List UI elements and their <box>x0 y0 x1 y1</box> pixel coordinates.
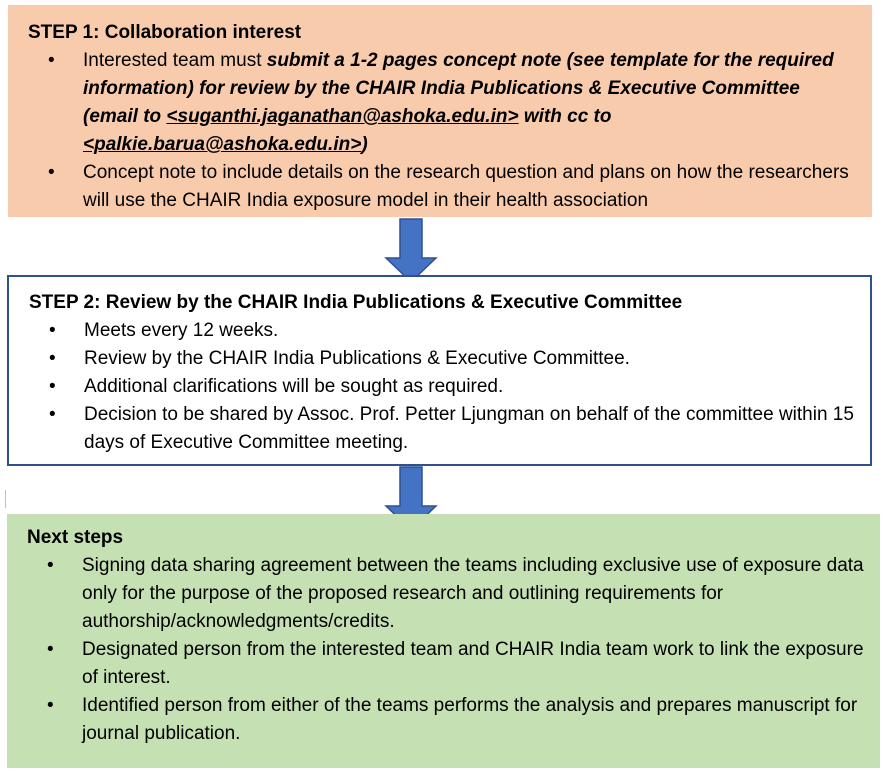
step1-box <box>8 5 872 217</box>
list-item <box>28 159 860 215</box>
email-link-palkie[interactable]: <palkie.barua@ashoka.edu.in> <box>83 134 362 155</box>
list-item <box>27 692 868 748</box>
next-steps-title: Next steps <box>27 527 124 548</box>
step2-item: Review by the CHAIR India Publications & Executive Committee. <box>84 348 630 369</box>
step1-bullet1-plain: Interested team must <box>83 50 267 71</box>
list-item <box>29 345 858 373</box>
bullet-dot: • <box>47 639 54 660</box>
step1-title: STEP 1: Collaboration interest <box>28 22 302 43</box>
bullet-dot: • <box>47 695 54 716</box>
list-item <box>28 47 860 159</box>
step2-item: Meets every 12 weeks. <box>84 320 279 341</box>
list-item <box>29 317 858 345</box>
step1-bullet1-emphasis: submit a 1-2 pages concept note (see template for the required information) for review by the CHAIR India Publications & Executive Committee (email to <box>83 50 834 127</box>
bullet-dot: • <box>47 555 54 576</box>
list-item <box>27 636 868 692</box>
bullet-dot: • <box>49 320 56 341</box>
list-item <box>27 552 868 636</box>
next-steps-item: Identified person from either of the teams performs the analysis and prepares manuscript for journal publication. <box>82 695 858 744</box>
next-steps-item: Signing data sharing agreement between the teams including exclusive use of exposure data only for the purpose of the proposed research and outlining requirements for authorship/acknowledgments/credits. <box>82 555 864 632</box>
bullet-dot: • <box>49 348 56 369</box>
next-steps-item: Designated person from the interested team and CHAIR India team work to link the exposure of interest. <box>82 639 864 688</box>
step2-box <box>7 275 872 466</box>
bullet-dot: • <box>48 162 55 183</box>
step1-list <box>28 47 860 215</box>
list-item <box>29 401 858 457</box>
step1-bullet2: Concept note to include details on the research question and plans on how the researchers will use the CHAIR India exposure model in their health association <box>83 162 849 211</box>
bullet-dot: • <box>49 376 56 397</box>
next-steps-list <box>27 552 868 748</box>
step1-bullet1-cc: with cc to <box>518 106 612 127</box>
divider <box>5 490 6 508</box>
bullet-dot: • <box>49 404 56 425</box>
next-steps-box <box>7 514 880 768</box>
step2-list <box>29 317 858 457</box>
step2-title: STEP 2: Review by the CHAIR India Publications & Executive Committee <box>29 292 683 313</box>
step2-item: Additional clarifications will be sought as required. <box>84 376 504 397</box>
list-item <box>29 373 858 401</box>
email-link-suganthi[interactable]: <suganthi.jaganathan@ashoka.edu.in> <box>166 106 519 127</box>
bullet-dot: • <box>48 50 55 71</box>
step1-bullet1-close: ) <box>361 134 368 155</box>
step2-item: Decision to be shared by Assoc. Prof. Petter Ljungman on behalf of the committee within 15 days of Executive Committee meeting. <box>84 404 854 453</box>
